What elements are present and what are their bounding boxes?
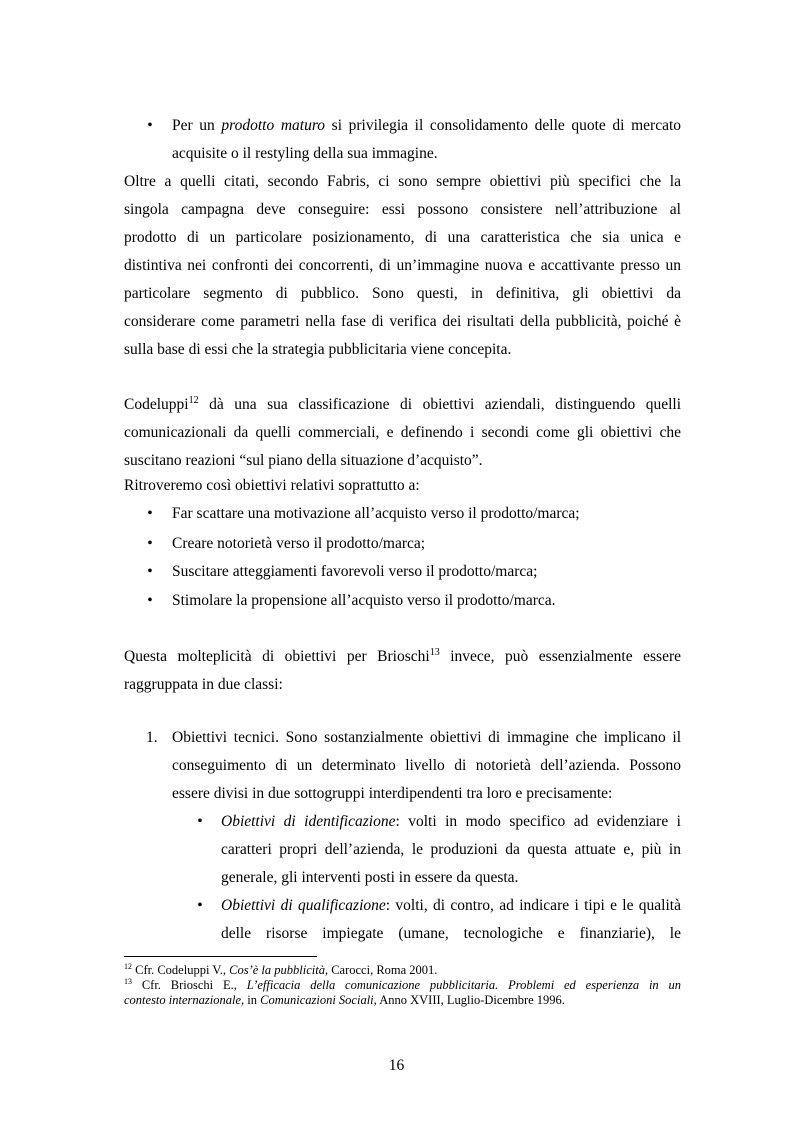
para3-line-1: Questa molteplicità di obiettivi per Brioschi$^{13}$ invece, può essenzialmente essere (124, 647, 681, 665)
para1-line: Oltre a quelli citati, secondo Fabris, ci sono sempre obiettivi più specifici che la (124, 173, 681, 190)
numbered-line: Obiettivi tecnici. Sono sostanzialmente obiettivi di immagine che implicano il (172, 729, 681, 746)
para1-line: sulla base di essi che la strategia pubblicitaria viene concepita. (124, 341, 512, 358)
footnote-divider (124, 956, 317, 957)
bullet-icon: • (197, 813, 203, 830)
footnote-12: $^{12}$ Cfr. Codeluppi V., Cos’è la pubblicità, Carocci, Roma 2001. (124, 962, 438, 977)
para1-line: prodotto di un particolare posizionamento, di una caratteristica che sia unica e (124, 229, 681, 246)
bullet-icon: • (147, 563, 153, 580)
sub-bullet-line: delle risorse impiegate (umane, tecnologiche e finanziarie), le (221, 925, 681, 942)
footnote-13: $^{13}$ Cfr. Brioschi E., L’efficacia della comunicazione pubblicitaria. Problemi ed esperienza in un (124, 977, 682, 992)
para1-line: considerare come parametri nella fase di verifica dei risultati della pubblicità, poiché è (124, 313, 681, 330)
objective-item: Suscitare atteggiamenti favorevoli verso il prodotto/marca; (172, 563, 538, 580)
para1-line: particolare segmento di pubblico. Sono questi, in definitiva, gli obiettivi da (124, 285, 681, 302)
sub-bullet-line: Obiettivi di qualificazione: volti, di contro, ad indicare i tipi e le qualità (221, 897, 681, 914)
list-number: 1. (146, 729, 158, 746)
bullet-icon: • (147, 505, 153, 522)
objective-item: Creare notorietà verso il prodotto/marca; (172, 535, 426, 552)
para1-line: distintiva nei confronti dei concorrenti, di un’immagine nuova e accattivante presso un (124, 257, 681, 274)
objective-item: Stimolare la propensione all’acquisto verso il prodotto/marca. (172, 592, 556, 609)
para2-line-4: Ritroveremo così obiettivi relativi soprattutto a: (124, 477, 420, 494)
footnote-ref-13[interactable]: 13 (429, 647, 440, 658)
intro-bullet-line-2: acquisite o il restyling della sua immagine. (172, 145, 438, 162)
sub-bullet-line: Obiettivi di identificazione: volti in modo specifico ad evidenziare i (221, 813, 681, 830)
page-number: 16 (388, 1057, 405, 1074)
sub-bullet-line: caratteri propri dell’azienda, le produzioni da questa attuate e, più in (221, 841, 681, 858)
bullet-icon: • (147, 117, 153, 134)
numbered-line: conseguimento di un determinato livello di notorietà dell’azienda. Possono (172, 757, 681, 774)
para2-line-2: comunicazionali da quelli commerciali, e definendo i secondi come gli obiettivi che (124, 424, 681, 441)
footnote-13-line-2: contesto internazionale, in Comunicazioni Sociali, Anno XVIII, Luglio-Dicembre 1996. (124, 993, 565, 1007)
footnote-ref-12[interactable]: 12 (188, 395, 199, 406)
para3-line-2: raggruppata in due classi: (124, 676, 283, 693)
numbered-line: essere divisi in due sottogruppi interdipendenti tra loro e precisamente: (172, 785, 613, 802)
bullet-icon: • (197, 897, 203, 914)
bullet-icon: • (147, 535, 153, 552)
para1-line: singola campagna deve conseguire: essi possono consistere nell’attribuzione al (124, 201, 681, 218)
bullet-icon: • (147, 592, 153, 609)
objective-item: Far scattare una motivazione all’acquisto verso il prodotto/marca; (172, 505, 580, 522)
sub-bullet-line: generale, gli interventi posti in essere da questa. (221, 869, 519, 886)
para2-line-3: suscitano reazioni “sul piano della situazione d’acquisto”. (124, 452, 483, 469)
intro-bullet-line-1: Per un prodotto maturo si privilegia il consolidamento delle quote di mercato (172, 117, 682, 134)
para2-line-1: Codeluppi$^{12}$ dà una sua classificazione di obiettivi aziendali, distinguendo quelli (124, 395, 681, 413)
